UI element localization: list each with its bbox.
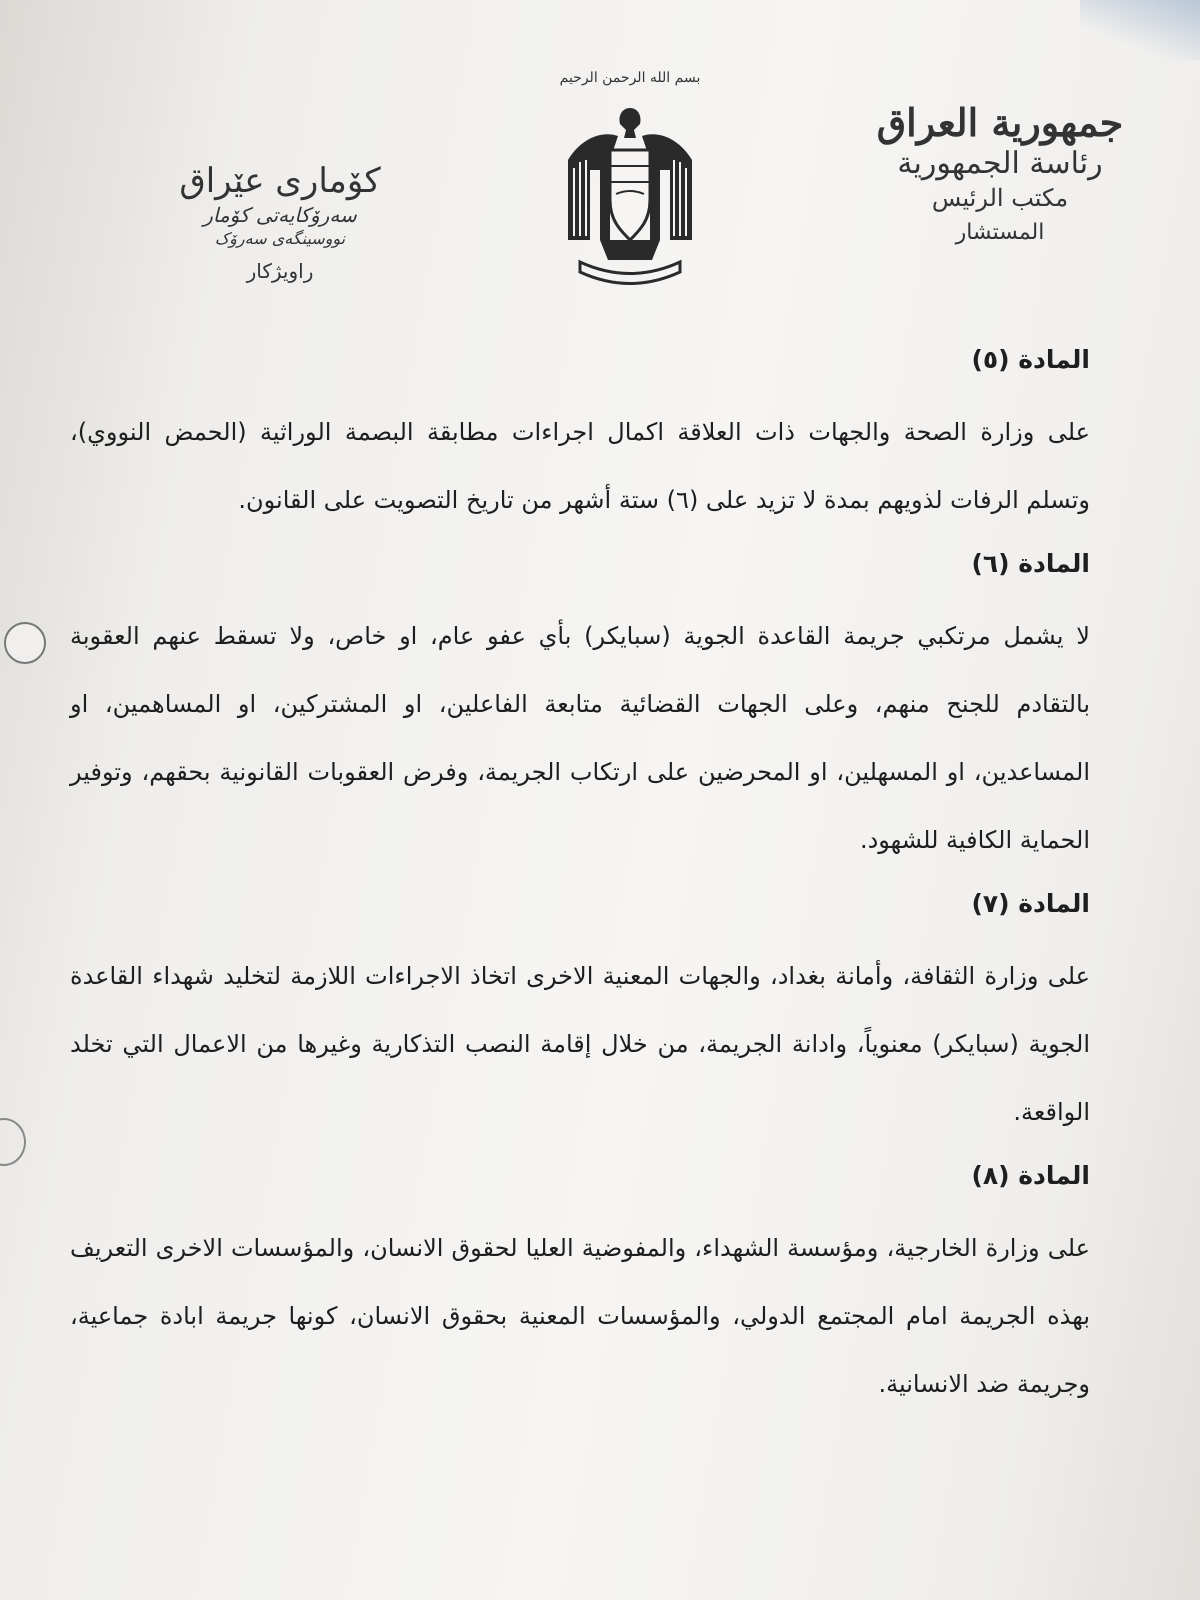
letterhead bbox=[0, 60, 1200, 310]
president-office-ku: نووسینگەی سەرۆک bbox=[214, 229, 346, 248]
article-heading: المادة (٦) bbox=[971, 549, 1090, 578]
article-heading: المادة (٧) bbox=[971, 889, 1090, 918]
article-heading: المادة (٨) bbox=[971, 1161, 1090, 1190]
article-7 bbox=[70, 884, 1090, 1146]
advisor-ar: المستشار bbox=[955, 220, 1045, 245]
punch-hole-partial bbox=[0, 1118, 26, 1166]
punch-hole bbox=[4, 622, 46, 664]
article-heading: المادة (٥) bbox=[971, 345, 1090, 374]
presidency-ar: رئاسة الجمهورية bbox=[897, 146, 1103, 181]
republic-of-iraq-ar: جمهورية العراق bbox=[876, 100, 1124, 145]
president-office-ar: مكتب الرئيس bbox=[931, 184, 1069, 212]
letterhead-kurdish bbox=[150, 160, 410, 286]
republic-of-iraq-ku: كۆماری عێراق bbox=[179, 161, 381, 201]
article-text: على وزارة الخارجية، ومؤسسة الشهداء، والمفوضية العليا لحقوق الانسان، والمؤسسات الاخرى التعريف بهذه الجريمة امام المجتمع الدولي، والمؤسسات المعنية بحقوق الانسان، كونها جريمة ابادة جماعية، وجريمة ضد الانسانية. bbox=[70, 1234, 1090, 1398]
article-6 bbox=[70, 544, 1090, 874]
iraq-eagle-emblem-icon bbox=[560, 90, 700, 290]
presidency-ku: سەرۆکایەتی کۆمار bbox=[203, 203, 357, 227]
emblem-block bbox=[555, 70, 705, 290]
article-text: على وزارة الصحة والجهات ذات العلاقة اكمال اجراءات مطابقة البصمة الوراثية (الحمض النووي)، وتسلم الرفات لذويهم بمدة لا تزيد على (٦) ستة أشهر من تاريخ التصويت على القانون. bbox=[70, 418, 1090, 514]
page-corner-shadow bbox=[1080, 0, 1200, 60]
article-8 bbox=[70, 1156, 1090, 1418]
advisor-ku: راویژكار bbox=[246, 259, 314, 283]
article-text: لا يشمل مرتكبي جريمة القاعدة الجوية (سبايكر) بأي عفو عام، او خاص، ولا تسقط عنهم العقوبة بالتقادم للجنح منهم، وعلى الجهات القضائية متابعة الفاعلين، او المشتركين، او المساهمين، او المساعدين، او المسهلين، او المحرضين على ارتكاب الجريمة، وفرض العقوبات القانونية بحقهم، وتوفير الحماية الكافية للشهود. bbox=[70, 622, 1090, 854]
basmala: بسم الله الرحمن الرحيم bbox=[559, 70, 701, 86]
article-5 bbox=[70, 340, 1090, 534]
letterhead-arabic bbox=[870, 100, 1130, 248]
article-text: على وزارة الثقافة، وأمانة بغداد، والجهات المعنية الاخرى اتخاذ الاجراءات اللازمة لتخليد شهداء القاعدة الجوية (سبايكر) معنوياً، وادانة الجريمة، من خلال إقامة النصب التذكارية وغيرها من الاعمال التي تخلد الواقعة. bbox=[70, 962, 1090, 1126]
document-body bbox=[70, 340, 1090, 1428]
